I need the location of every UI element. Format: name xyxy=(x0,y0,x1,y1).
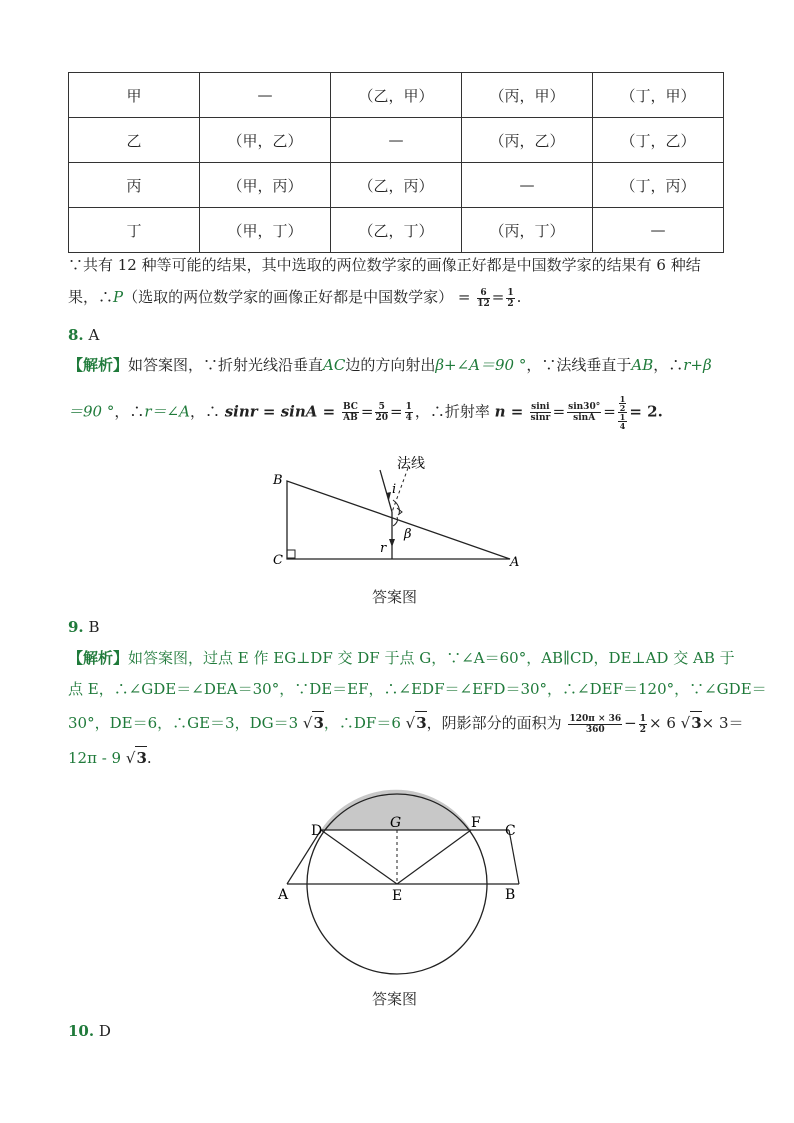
incident-ray xyxy=(380,470,392,512)
table-cell: （丁，甲） xyxy=(593,73,724,118)
q9-line-2: 点 E，∴∠GDE＝∠DEA＝30°，∵DE＝EF，∴∠EDF＝∠EFD＝30°，∴∠DEF＝120°，∵∠GDE＝ xyxy=(68,680,767,698)
q7-line-1 xyxy=(68,254,701,276)
q7-line-2: 果，∴P（选取的两位数学家的画像正好都是中国数学家） = $\frac{6}{12}$ = $\frac{1}{2}$ . xyxy=(68,287,522,309)
table-cell: （丁，乙） xyxy=(593,118,724,163)
q7-p: P xyxy=(113,288,124,306)
q8-complex-fraction: 1 2 1 4 xyxy=(619,394,626,431)
incident-arrow xyxy=(386,492,391,500)
label-r: r xyxy=(380,541,387,556)
table-cell: — xyxy=(200,73,331,118)
q9-area-fraction: $\frac{120\pi \times 36}{360}$ xyxy=(569,713,622,735)
angle-arc-i xyxy=(393,500,399,514)
label-D: D xyxy=(311,823,323,839)
label-C2: C xyxy=(505,823,516,839)
q9-heading xyxy=(68,616,99,638)
table-cell: （乙，甲） xyxy=(331,73,462,118)
table-cell: （丙，甲） xyxy=(462,73,593,118)
q8-line-1: 【解析】如答案图，∵折射光线沿垂直AC边的方向射出β+∠A＝90 °，∵法线垂直于AB，∴r+β xyxy=(68,356,712,374)
table-cell: （丙，丁） xyxy=(462,208,593,253)
table-row xyxy=(69,118,724,163)
table-cell: （丁，丙） xyxy=(593,163,724,208)
refracted-arrow xyxy=(389,539,395,547)
label-i: i xyxy=(392,482,397,497)
label-C: C xyxy=(273,553,283,568)
label-A2: A xyxy=(278,887,289,903)
table-cell: 丁 xyxy=(69,208,200,253)
q10-answer: D xyxy=(98,1022,111,1040)
table-cell: （甲，乙） xyxy=(200,118,331,163)
q8-heading xyxy=(68,324,99,346)
q7-text-2a: 果，∴ xyxy=(68,288,114,306)
table-cell: — xyxy=(462,163,593,208)
label-E: E xyxy=(392,888,403,904)
table-cell: （甲，丙） xyxy=(200,163,331,208)
q9-tag: 【解析】 xyxy=(68,649,129,667)
q9-number: 9. xyxy=(68,618,84,636)
fig1-caption: 答案图 xyxy=(372,588,418,606)
q9-answer: B xyxy=(88,618,100,636)
line-FE xyxy=(397,830,471,884)
label-A: A xyxy=(510,555,520,570)
q7-frac-2: $\frac{1}{2}$ xyxy=(507,287,514,309)
label-B: B xyxy=(273,473,283,488)
table-cell: — xyxy=(331,118,462,163)
q8-number: 8. xyxy=(68,326,84,344)
q7-text-2b: （选取的两位数学家的画像正好都是中国数学家） xyxy=(123,288,454,306)
q8-line-2: ＝90 °，∴r＝∠A，∴ sinr = sinA = $\frac{BC}{AB}$ = $\frac{5}{20}$ = $\frac{1}{4}$ ，∴折射率 n = $\frac{\sin i}{\sin r}$ = $\frac{\sin 30^\circ}{\sin A}$ = 1 2 1 4 = 2. xyxy=(68,394,663,431)
table-cell: （乙，丁） xyxy=(331,208,462,253)
table-cell: 甲 xyxy=(69,73,200,118)
normal-label: 法线 xyxy=(397,456,425,472)
label-F: F xyxy=(471,815,481,831)
label-G: G xyxy=(390,815,402,831)
outcome-table-body xyxy=(69,73,724,253)
table-row xyxy=(69,73,724,118)
table-row xyxy=(69,163,724,208)
q8-tag: 【解析】 xyxy=(68,356,129,374)
table-cell: （甲，丁） xyxy=(200,208,331,253)
outcome-table xyxy=(68,72,724,253)
line-DE xyxy=(321,830,397,884)
table-row xyxy=(69,208,724,253)
q7-text-1: ∵共有 12 种等可能的结果，其中选取的两位数学家的画像正好都是中国数学家的结果有 6 种结 xyxy=(68,256,701,274)
q9-line-3: 30°，DE＝6，∴GE＝3，DG＝3 √3，∴DF＝6 √3，阴影部分的面积为 $\frac{120\pi \times 36}{360}$ − $\frac{1}{2}$ × 6 √3× 3＝ xyxy=(68,711,744,735)
q9-line-1: 【解析】如答案图，过点 E 作 EG⊥DF 交 DF 于点 G，∵∠A＝60°，AB∥CD，DE⊥AD 交 AB 于 xyxy=(68,649,735,667)
label-B2: B xyxy=(505,887,516,903)
q9-line-4: 12π - 9 √3. xyxy=(68,746,152,769)
table-cell: （乙，丙） xyxy=(331,163,462,208)
right-angle-mark xyxy=(287,550,295,558)
q8-answer: A xyxy=(88,326,100,344)
refraction-figure xyxy=(0,448,794,608)
table-cell: — xyxy=(593,208,724,253)
circle-figure xyxy=(0,780,794,980)
q10-heading xyxy=(68,1020,111,1042)
label-beta: β xyxy=(404,527,412,542)
q7-frac-1: $\frac{6}{12}$ xyxy=(477,287,490,309)
table-cell: 乙 xyxy=(69,118,200,163)
q7-eq: = xyxy=(457,288,471,306)
fig2-caption: 答案图 xyxy=(372,990,418,1008)
q10-number: 10. xyxy=(68,1022,95,1040)
table-cell: 丙 xyxy=(69,163,200,208)
table-cell: （丙，乙） xyxy=(462,118,593,163)
